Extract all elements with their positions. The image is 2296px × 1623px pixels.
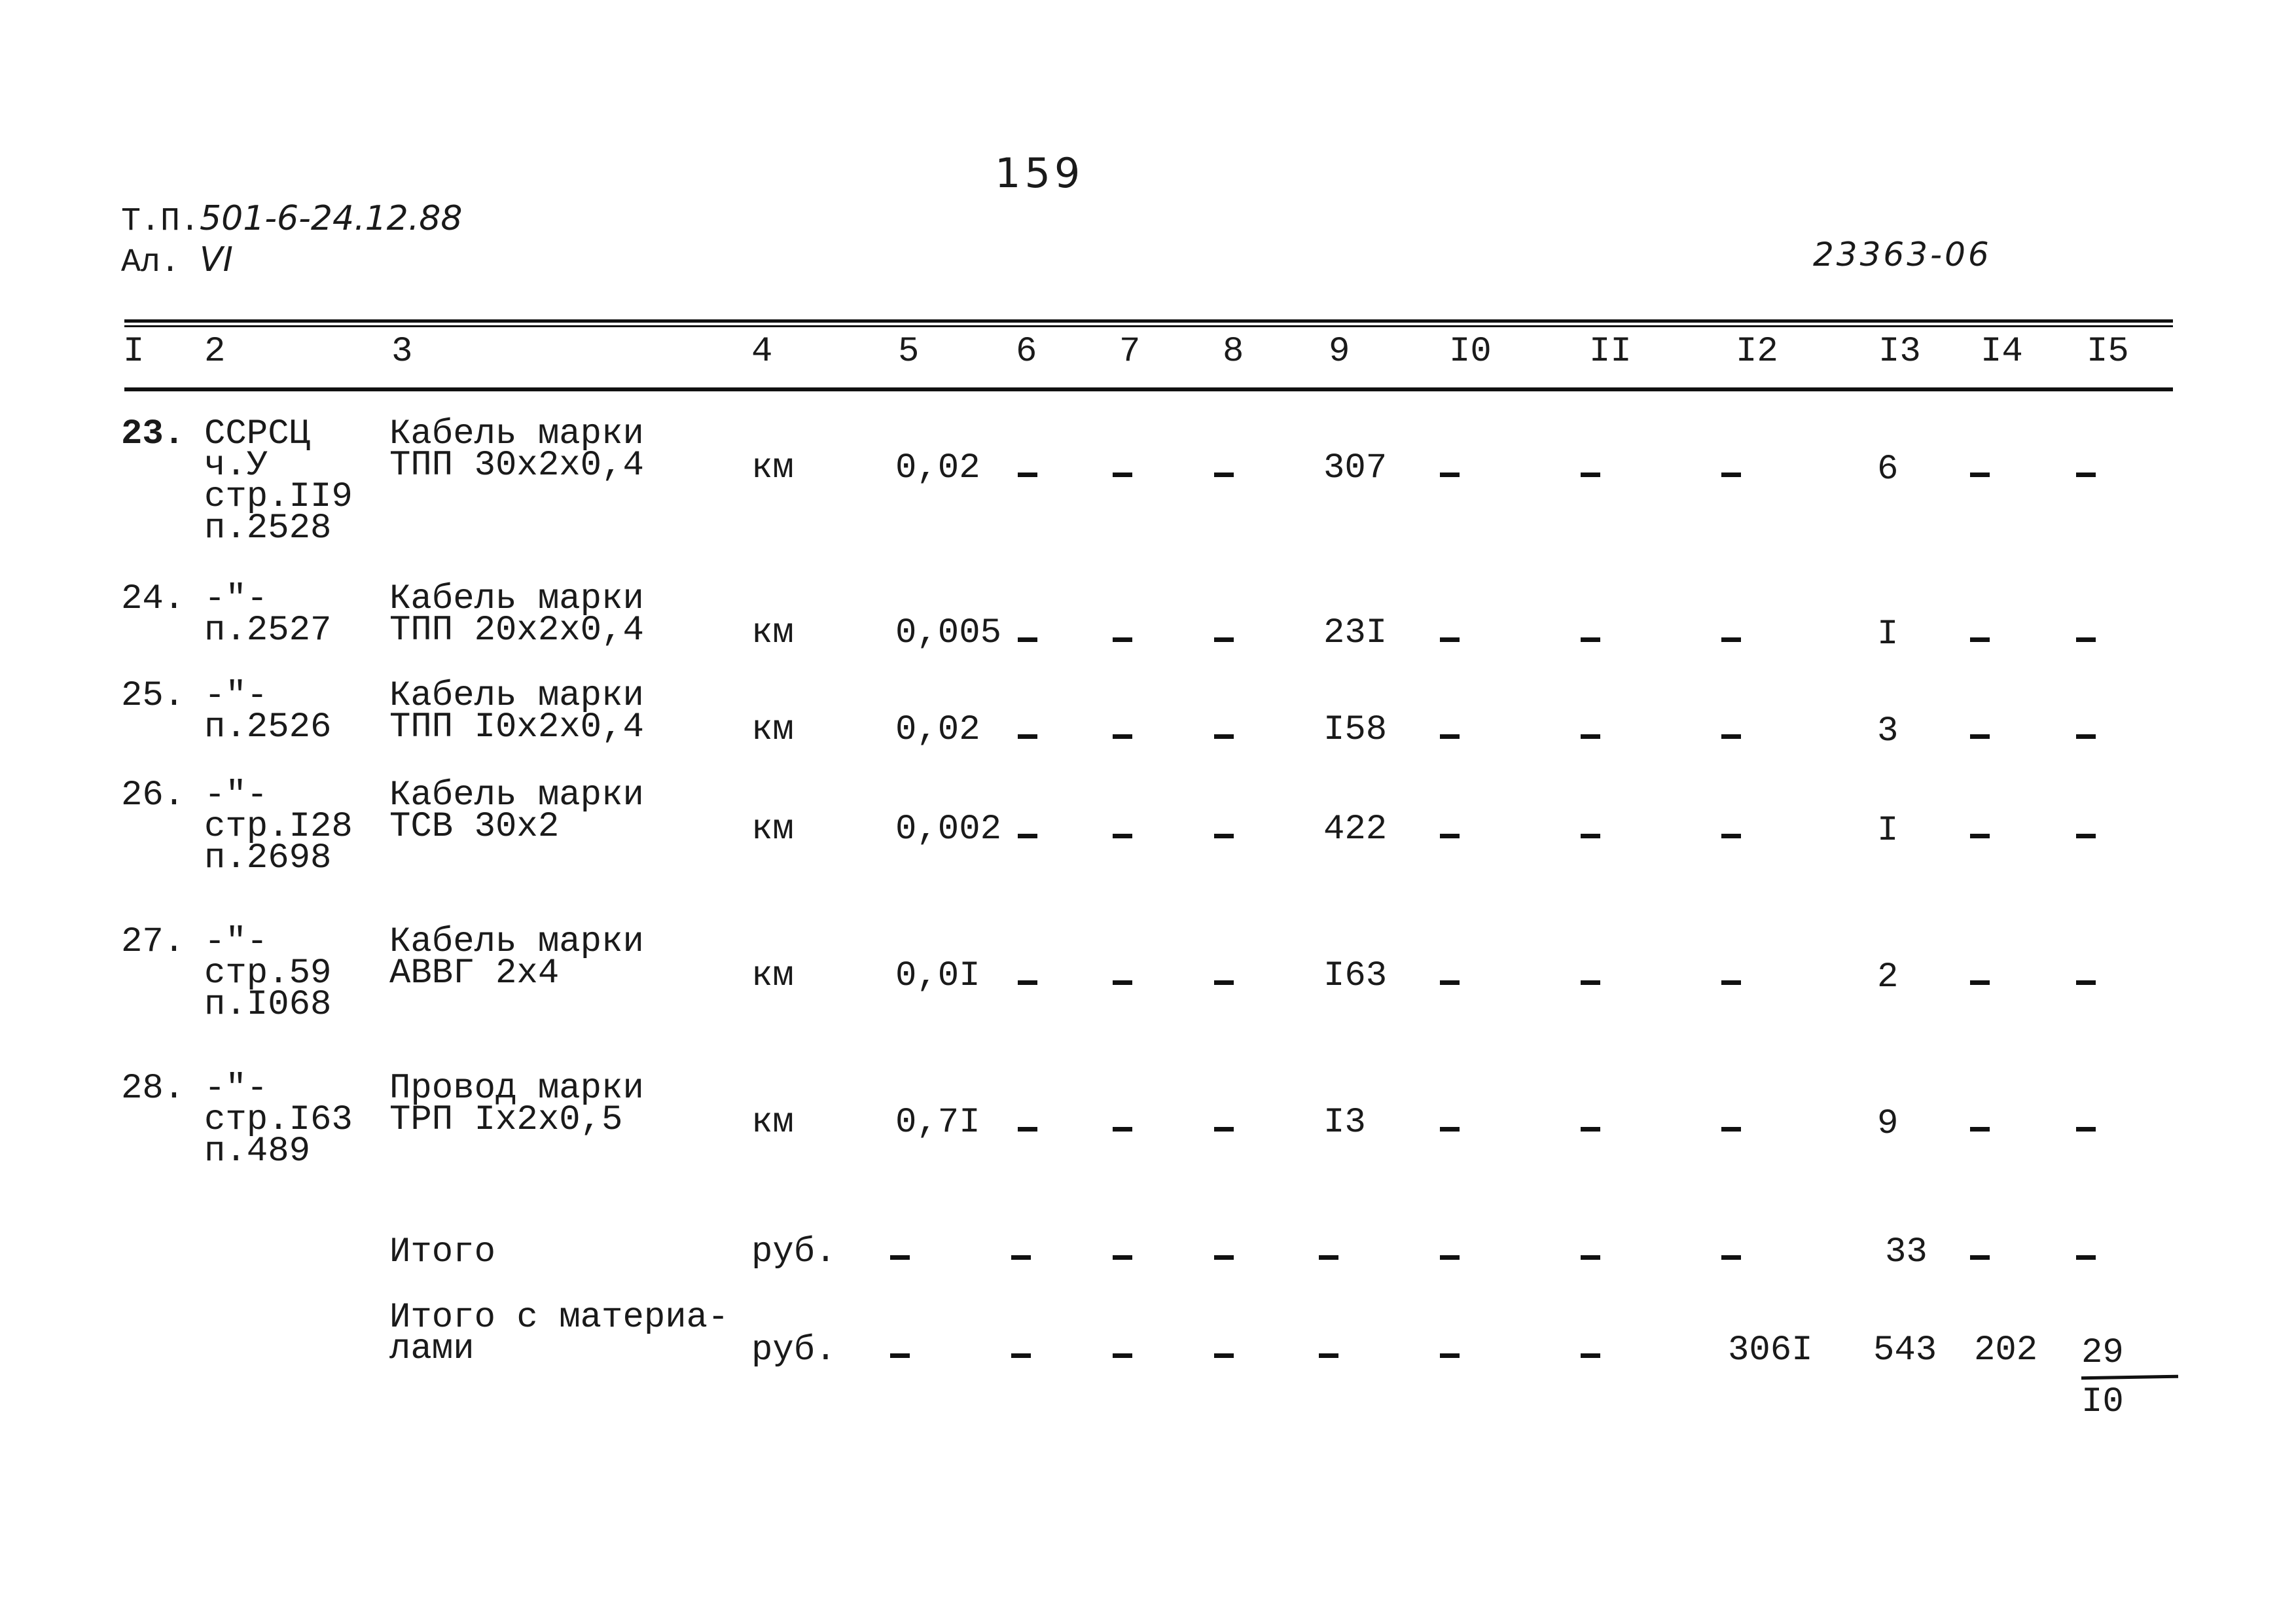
col-header-7: 7 xyxy=(1119,332,1141,372)
empty-cell-dash xyxy=(1214,834,1234,838)
row-quantity: 0,02 xyxy=(895,448,980,488)
empty-cell-dash xyxy=(1721,637,1741,642)
empty-cell-dash xyxy=(1721,473,1741,477)
empty-cell-dash xyxy=(1970,734,1990,739)
row-col13: 2 xyxy=(1877,957,1899,997)
col-header-3: 3 xyxy=(391,332,413,372)
row-reference: -"- п.2526 xyxy=(204,676,332,747)
empty-cell-dash xyxy=(1440,834,1460,838)
row-unit: км xyxy=(751,613,794,653)
empty-cell-dash xyxy=(2076,834,2096,838)
row-reference: -"- стр.I28 п.2698 xyxy=(204,776,353,878)
empty-cell-dash xyxy=(2076,1127,2096,1132)
row-col9: 307 xyxy=(1323,448,1388,488)
empty-cell-dash xyxy=(1970,1255,1990,1260)
empty-cell-dash xyxy=(1113,1255,1132,1260)
row-reference: -"- стр.59 п.I068 xyxy=(204,922,332,1025)
empty-cell-dash xyxy=(1440,1255,1460,1260)
empty-cell-dash xyxy=(1214,1353,1234,1358)
empty-cell-dash xyxy=(1018,980,1037,985)
col-header-14: I4 xyxy=(1981,332,2023,372)
empty-cell-dash xyxy=(1113,734,1132,739)
row-col9: I63 xyxy=(1323,956,1388,996)
col-header-8: 8 xyxy=(1223,332,1244,372)
empty-cell-dash xyxy=(1113,637,1132,642)
row-col9: I3 xyxy=(1323,1103,1366,1143)
col-header-12: I2 xyxy=(1736,332,1778,372)
empty-cell-dash xyxy=(1721,734,1741,739)
row-number: 27. xyxy=(121,922,185,962)
table-top-rule-inner xyxy=(124,325,2173,327)
row-unit: км xyxy=(751,1103,794,1143)
col-header-10: I0 xyxy=(1449,332,1492,372)
empty-cell-dash xyxy=(1581,473,1600,477)
row-col9: 422 xyxy=(1323,810,1388,849)
fraction-numerator: 29 xyxy=(2081,1333,2124,1373)
row-number: 23. xyxy=(121,414,185,454)
empty-cell-dash xyxy=(1970,637,1990,642)
empty-cell-dash xyxy=(1214,734,1234,739)
empty-cell-dash xyxy=(2076,980,2096,985)
empty-cell-dash xyxy=(1970,980,1990,985)
col-header-2: 2 xyxy=(204,332,226,372)
empty-cell-dash xyxy=(2076,637,2096,642)
fraction-denominator: I0 xyxy=(2081,1382,2124,1422)
row-number: 25. xyxy=(121,676,185,716)
row-quantity: 0,005 xyxy=(895,613,1002,653)
empty-cell-dash xyxy=(1214,1127,1234,1132)
row-col9: I58 xyxy=(1323,710,1388,750)
row-unit: км xyxy=(751,710,794,750)
empty-cell-dash xyxy=(1440,980,1460,985)
row-number: 26. xyxy=(121,776,185,815)
al-value: VI xyxy=(200,240,233,279)
total-label: Итого xyxy=(389,1232,496,1272)
empty-cell-dash xyxy=(1581,834,1600,838)
row-name: Кабель марки ТПП I0х2х0,4 xyxy=(389,676,644,747)
empty-cell-dash xyxy=(2076,1255,2096,1260)
empty-cell-dash xyxy=(2076,734,2096,739)
row-name: Кабель марки ТПП 30х2х0,4 xyxy=(389,414,644,486)
total-materials-label: Итого с материа- лами xyxy=(389,1298,729,1369)
row-unit: км xyxy=(751,810,794,849)
empty-cell-dash xyxy=(1970,1127,1990,1132)
empty-cell-dash xyxy=(1440,473,1460,477)
empty-cell-dash xyxy=(1214,1255,1234,1260)
empty-cell-dash xyxy=(1581,1127,1600,1132)
empty-cell-dash xyxy=(1581,734,1600,739)
total-materials-col13: 543 xyxy=(1873,1330,1937,1370)
table-header-rule xyxy=(124,387,2173,391)
row-quantity: 0,002 xyxy=(895,810,1002,849)
total-materials-col12: 306I xyxy=(1728,1330,1813,1370)
col-header-6: 6 xyxy=(1016,332,1037,372)
row-col13: I xyxy=(1877,811,1899,851)
empty-cell-dash xyxy=(1721,1255,1741,1260)
row-name: Провод марки ТРП Iх2х0,5 xyxy=(389,1069,644,1140)
empty-cell-dash xyxy=(1113,980,1132,985)
total-col13: 33 xyxy=(1885,1232,1928,1272)
empty-cell-dash xyxy=(1440,1353,1460,1358)
row-number: 24. xyxy=(121,579,185,619)
empty-cell-dash xyxy=(1440,637,1460,642)
page-number: 159 xyxy=(995,149,1085,197)
row-unit: км xyxy=(751,956,794,996)
fraction-bar xyxy=(2081,1375,2178,1380)
document-code: 23363-06 xyxy=(1813,236,1992,274)
empty-cell-dash xyxy=(1970,834,1990,838)
row-reference: -"- п.2527 xyxy=(204,579,332,651)
row-name: Кабель марки ТПП 20х2х0,4 xyxy=(389,579,644,651)
empty-cell-dash xyxy=(1440,1127,1460,1132)
empty-cell-dash xyxy=(1113,834,1132,838)
empty-cell-dash xyxy=(890,1255,910,1260)
row-name: Кабель марки АВВГ 2х4 xyxy=(389,922,644,993)
empty-cell-dash xyxy=(1113,473,1132,477)
total-materials-col15-fraction xyxy=(2081,1335,2179,1421)
document-reference xyxy=(121,200,462,282)
row-col9: 23I xyxy=(1323,613,1388,653)
row-reference: -"- стр.I63 п.489 xyxy=(204,1069,353,1171)
row-quantity: 0,7I xyxy=(895,1103,980,1143)
empty-cell-dash xyxy=(1018,473,1037,477)
row-reference: ССРСЦ ч.У стр.II9 п.2528 xyxy=(204,414,353,548)
empty-cell-dash xyxy=(1113,1127,1132,1132)
col-header-5: 5 xyxy=(898,332,920,372)
empty-cell-dash xyxy=(1018,734,1037,739)
col-header-13: I3 xyxy=(1878,332,1921,372)
row-quantity: 0,0I xyxy=(895,956,980,996)
empty-cell-dash xyxy=(1018,1127,1037,1132)
empty-cell-dash xyxy=(1018,637,1037,642)
empty-cell-dash xyxy=(1113,1353,1132,1358)
empty-cell-dash xyxy=(1721,980,1741,985)
row-quantity: 0,02 xyxy=(895,710,980,750)
empty-cell-dash xyxy=(1440,734,1460,739)
total-materials-col14: 202 xyxy=(1974,1330,2038,1370)
col-header-4: 4 xyxy=(751,332,773,372)
empty-cell-dash xyxy=(1214,980,1234,985)
table-top-rule xyxy=(124,319,2173,323)
col-header-15: I5 xyxy=(2087,332,2129,372)
empty-cell-dash xyxy=(1581,1353,1600,1358)
col-header-11: II xyxy=(1589,332,1632,372)
empty-cell-dash xyxy=(1214,637,1234,642)
row-name: Кабель марки ТСВ 30х2 xyxy=(389,776,644,847)
empty-cell-dash xyxy=(1011,1255,1031,1260)
row-col13: 9 xyxy=(1877,1104,1899,1144)
total-materials-unit: руб. xyxy=(751,1330,836,1370)
empty-cell-dash xyxy=(1721,1127,1741,1132)
row-number: 28. xyxy=(121,1069,185,1109)
col-header-9: 9 xyxy=(1329,332,1350,372)
empty-cell-dash xyxy=(1581,980,1600,985)
empty-cell-dash xyxy=(1011,1353,1031,1358)
empty-cell-dash xyxy=(1581,637,1600,642)
empty-cell-dash xyxy=(890,1353,910,1358)
empty-cell-dash xyxy=(1319,1255,1338,1260)
empty-cell-dash xyxy=(1214,473,1234,477)
tp-label: Т.П. xyxy=(121,203,200,240)
al-label: Ал. xyxy=(121,244,181,281)
empty-cell-dash xyxy=(1018,834,1037,838)
row-unit: км xyxy=(751,448,794,488)
tp-value: 501-6-24.12.88 xyxy=(200,199,463,238)
empty-cell-dash xyxy=(1721,834,1741,838)
row-col13: 3 xyxy=(1877,711,1899,751)
empty-cell-dash xyxy=(1970,473,1990,477)
empty-cell-dash xyxy=(1581,1255,1600,1260)
empty-cell-dash xyxy=(1319,1353,1338,1358)
total-unit: руб. xyxy=(751,1232,836,1272)
row-col13: I xyxy=(1877,615,1899,654)
row-col13: 6 xyxy=(1877,450,1899,490)
empty-cell-dash xyxy=(2076,473,2096,477)
col-header-1: I xyxy=(123,332,145,372)
